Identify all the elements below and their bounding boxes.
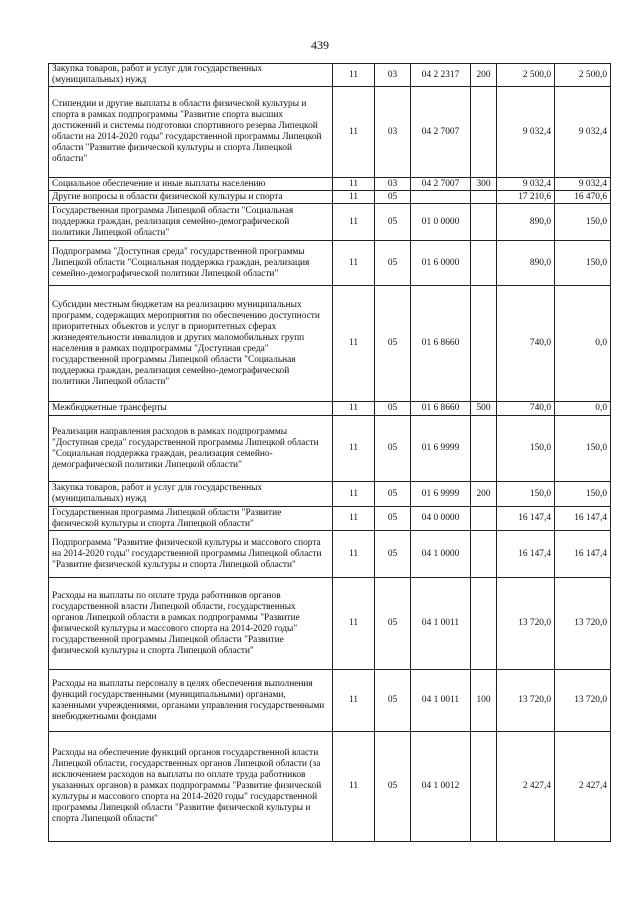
cell-csr: 04 1 0000 — [411, 531, 471, 578]
cell-name: Реализация направления расходов в рамках подпрограммы "Доступная среда" государственной программы Липецкой области "Социальная поддержка граждан, реализация семейно-демографической политики Липецкой области" — [49, 416, 333, 482]
cell-pr: 05 — [375, 286, 411, 402]
cell-csr: 01 6 8660 — [411, 402, 471, 416]
table-row — [49, 402, 611, 416]
cell-sum1: 890,0 — [497, 241, 555, 286]
table-row — [49, 507, 611, 531]
cell-name: Социальное обеспечение и иные выплаты населению — [49, 178, 333, 191]
cell-csr: 04 1 0012 — [411, 732, 471, 842]
cell-pr: 05 — [375, 732, 411, 842]
cell-vr — [471, 241, 497, 286]
budget-table — [48, 63, 611, 842]
cell-sum1: 16 147,4 — [497, 507, 555, 531]
cell-name: Расходы на выплаты по оплате труда работников органов государственной власти Липецкой области, государственных органов Липецкой области в рамках подпрограммы "Развитие физической культуры и массового спорта на 2014-2020 годы" государственной программы Липецкой области "Развитие физической культуры и спорта Липецкой области" — [49, 578, 333, 670]
cell-rz: 11 — [333, 87, 375, 178]
cell-csr: 01 0 0000 — [411, 204, 471, 241]
cell-rz: 11 — [333, 578, 375, 670]
cell-name: Закупка товаров, работ и услуг для государственных (муниципальных) нужд — [49, 482, 333, 507]
cell-sum2: 0,0 — [555, 402, 611, 416]
cell-csr: 04 1 0011 — [411, 670, 471, 732]
cell-name: Расходы на обеспечение функций органов государственной власти Липецкой области, государственных органов Липецкой области (за исключением расходов на выплаты по оплате труда работников указанных органов) в рамках подпрограммы "Развитие физической культуры и массового спорта на 2014-2020 годы" государственной программы Липецкой области "Развитие физической культуры и спорта Липецкой области" — [49, 732, 333, 842]
cell-sum1: 740,0 — [497, 286, 555, 402]
table-row — [49, 482, 611, 507]
cell-sum2: 16 470,6 — [555, 191, 611, 204]
cell-sum2: 150,0 — [555, 204, 611, 241]
cell-rz: 11 — [333, 204, 375, 241]
cell-vr — [471, 507, 497, 531]
cell-rz: 11 — [333, 732, 375, 842]
cell-pr: 03 — [375, 178, 411, 191]
cell-pr: 05 — [375, 204, 411, 241]
cell-vr: 500 — [471, 402, 497, 416]
cell-vr — [471, 191, 497, 204]
cell-vr — [471, 531, 497, 578]
table-row — [49, 531, 611, 578]
page-number: 439 — [311, 38, 329, 52]
cell-name: Другие вопросы в области физической культуры и спорта — [49, 191, 333, 204]
cell-rz: 11 — [333, 64, 375, 87]
budget-table-body — [49, 64, 611, 842]
table-row — [49, 191, 611, 204]
cell-pr: 03 — [375, 87, 411, 178]
cell-pr: 05 — [375, 241, 411, 286]
cell-vr: 200 — [471, 64, 497, 87]
cell-pr: 05 — [375, 416, 411, 482]
cell-vr — [471, 286, 497, 402]
cell-sum1: 16 147,4 — [497, 531, 555, 578]
cell-sum2: 0,0 — [555, 286, 611, 402]
cell-name: Подпрограмма "Развитие физической культуры и массового спорта на 2014-2020 годы" государственной программы Липецкой области "Развитие физической культуры и спорта Липецкой области" — [49, 531, 333, 578]
cell-name: Закупка товаров, работ и услуг для государственных (муниципальных) нужд — [49, 64, 333, 87]
cell-vr: 200 — [471, 482, 497, 507]
cell-name: Межбюджетные трансферты — [49, 402, 333, 416]
cell-csr: 04 1 0011 — [411, 578, 471, 670]
cell-rz: 11 — [333, 286, 375, 402]
cell-vr — [471, 204, 497, 241]
cell-sum1: 9 032,4 — [497, 178, 555, 191]
cell-name: Субсидии местным бюджетам на реализацию муниципальных программ, содержащих мероприятия по обеспечению доступности приоритетных объектов и услуг в приоритетных сферах жизнедеятельности инвалидов и других маломобильных групп населения в рамках подпрограммы "Доступная среда" государственной программы Липецкой области "Социальная поддержка граждан, реализация семейно-демографической политики Липецкой области" — [49, 286, 333, 402]
cell-vr — [471, 732, 497, 842]
cell-pr: 05 — [375, 531, 411, 578]
cell-csr: 04 2 2317 — [411, 64, 471, 87]
cell-pr: 05 — [375, 670, 411, 732]
cell-pr: 05 — [375, 578, 411, 670]
cell-sum2: 13 720,0 — [555, 578, 611, 670]
cell-pr: 03 — [375, 64, 411, 87]
cell-sum2: 150,0 — [555, 482, 611, 507]
cell-pr: 05 — [375, 191, 411, 204]
cell-pr: 05 — [375, 482, 411, 507]
cell-rz: 11 — [333, 241, 375, 286]
cell-csr: 04 2 7007 — [411, 178, 471, 191]
table-row — [49, 732, 611, 842]
cell-vr — [471, 578, 497, 670]
cell-pr: 05 — [375, 507, 411, 531]
cell-vr: 100 — [471, 670, 497, 732]
cell-sum2: 2 500,0 — [555, 64, 611, 87]
cell-sum2: 9 032,4 — [555, 87, 611, 178]
cell-sum2: 150,0 — [555, 416, 611, 482]
table-row — [49, 670, 611, 732]
table-row — [49, 578, 611, 670]
cell-name: Государственная программа Липецкой области "Развитие физической культуры и спорта Липецкой области" — [49, 507, 333, 531]
cell-rz: 11 — [333, 178, 375, 191]
table-row — [49, 204, 611, 241]
cell-csr: 01 6 9999 — [411, 482, 471, 507]
cell-rz: 11 — [333, 191, 375, 204]
cell-vr — [471, 87, 497, 178]
cell-csr: 01 6 9999 — [411, 416, 471, 482]
cell-csr: 04 0 0000 — [411, 507, 471, 531]
cell-vr: 300 — [471, 178, 497, 191]
cell-sum1: 150,0 — [497, 482, 555, 507]
cell-sum1: 13 720,0 — [497, 670, 555, 732]
cell-csr: 04 2 7007 — [411, 87, 471, 178]
cell-rz: 11 — [333, 402, 375, 416]
cell-vr — [471, 416, 497, 482]
cell-sum1: 17 210,6 — [497, 191, 555, 204]
table-row — [49, 241, 611, 286]
cell-rz: 11 — [333, 416, 375, 482]
cell-rz: 11 — [333, 531, 375, 578]
cell-rz: 11 — [333, 670, 375, 732]
cell-sum1: 890,0 — [497, 204, 555, 241]
cell-sum1: 9 032,4 — [497, 87, 555, 178]
cell-sum2: 9 032,4 — [555, 178, 611, 191]
table-row — [49, 178, 611, 191]
cell-sum2: 16 147,4 — [555, 507, 611, 531]
cell-sum1: 2 427,4 — [497, 732, 555, 842]
table-row — [49, 416, 611, 482]
cell-name: Стипендии и другие выплаты в области физической культуры и спорта в рамках подпрограммы "Развитие спорта высших достижений и системы подготовки спортивного резерва Липецкой области на 2014-2020 годы" государственной программы Липецкой области "Развитие физической культуры и спорта Липецкой области" — [49, 87, 333, 178]
cell-csr — [411, 191, 471, 204]
cell-sum2: 16 147,4 — [555, 531, 611, 578]
cell-sum1: 13 720,0 — [497, 578, 555, 670]
cell-sum1: 2 500,0 — [497, 64, 555, 87]
cell-sum1: 740,0 — [497, 402, 555, 416]
table-row — [49, 286, 611, 402]
table-row — [49, 64, 611, 87]
cell-sum1: 150,0 — [497, 416, 555, 482]
cell-rz: 11 — [333, 482, 375, 507]
cell-pr: 05 — [375, 402, 411, 416]
cell-name: Подпрограмма "Доступная среда" государственной программы Липецкой области "Социальная поддержка граждан, реализация семейно-демографической политики Липецкой области" — [49, 241, 333, 286]
cell-name: Государственная программа Липецкой области "Социальная поддержка граждан, реализация семейно-демографической политики Липецкой области" — [49, 204, 333, 241]
cell-rz: 11 — [333, 507, 375, 531]
cell-sum2: 2 427,4 — [555, 732, 611, 842]
cell-csr: 01 6 8660 — [411, 286, 471, 402]
cell-name: Расходы на выплаты персоналу в целях обеспечения выполнения функций государственными (муниципальными) органами, казенными учреждениями, органами управления государственными внебюджетными фондами — [49, 670, 333, 732]
cell-csr: 01 6 0000 — [411, 241, 471, 286]
cell-sum2: 150,0 — [555, 241, 611, 286]
cell-sum2: 13 720,0 — [555, 670, 611, 732]
table-row — [49, 87, 611, 178]
